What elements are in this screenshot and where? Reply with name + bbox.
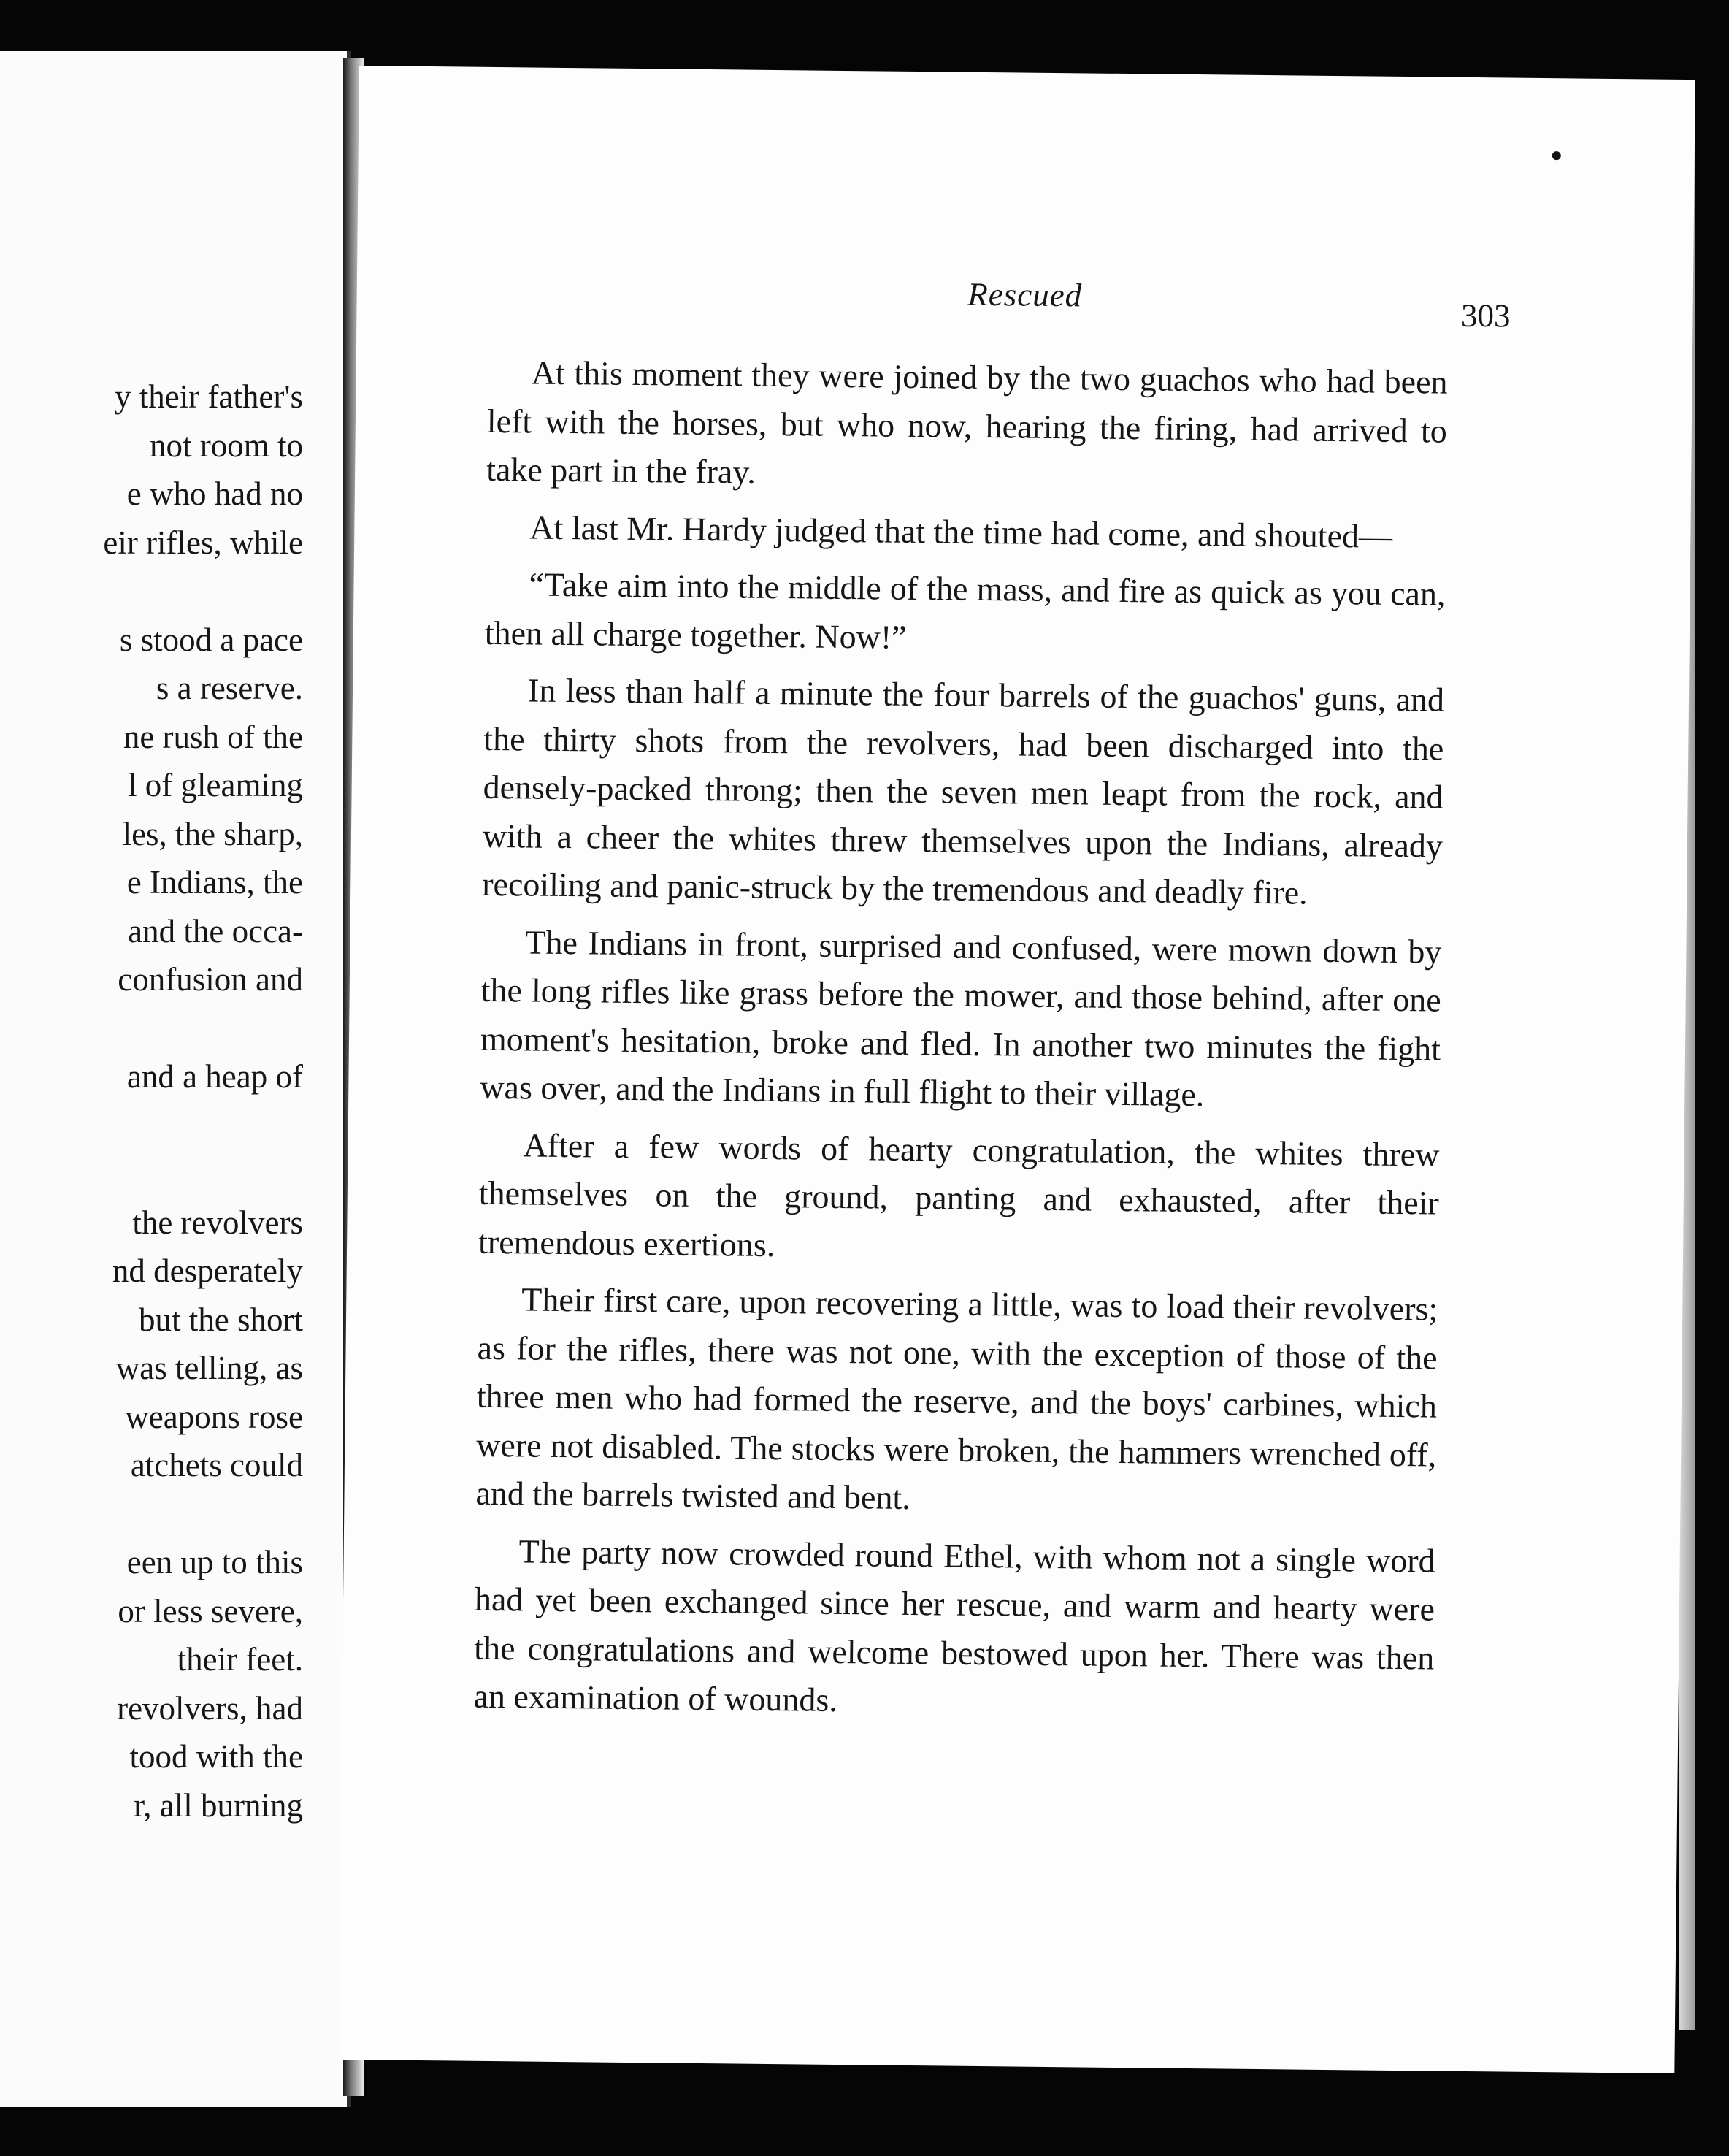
left-line: e Indians, the [126, 864, 303, 901]
body-text [473, 348, 1448, 1740]
left-line: weapons rose [125, 1398, 303, 1435]
left-line: nd desperately [112, 1253, 303, 1289]
left-line: l of gleaming [128, 767, 303, 803]
left-line: revolvers, had [117, 1689, 303, 1727]
left-line: confusion and [118, 961, 303, 998]
paragraph: The party now crowded round Ethel, with whom not a single word had yet been exchanged since her rescue, and warm and hearty were the congratulations and welcome bestowed upon her. There was then an examination of wounds. [473, 1532, 1435, 1719]
left-line: their feet. [177, 1641, 303, 1678]
left-line: r, all burning [134, 1786, 303, 1824]
paragraph: At this moment they were joined by the two guachos who had been left with the horses, but who now, hearing the firing, had arrived to take part in the fray. [486, 353, 1448, 491]
paragraph: At last Mr. Hardy judged that the time had come, and shouted— [529, 508, 1393, 555]
paragraph: Their first care, upon recovering a little, was to load their revolvers; as for the rifles, there was not one, with the exception of those of the three men who had formed the reserve, and the boys' carbines, which were not disabled. The stocks were broken, the hammers wrenched off, and the barrels twisted and bent. [475, 1280, 1438, 1517]
left-line: or less severe, [118, 1592, 303, 1629]
page-number: 303 [1460, 297, 1511, 335]
left-line: but the short [139, 1301, 303, 1338]
left-line: ne rush of the [123, 718, 303, 755]
left-line [0, 567, 303, 616]
left-line: atchets could [130, 1447, 303, 1483]
running-head: Rescued [967, 275, 1083, 314]
left-line: les, the sharp, [122, 815, 303, 852]
paragraph: After a few words of hearty congratulation, the whites threw themselves on the ground, panting and exhausted, after their tremendous exertions. [478, 1125, 1440, 1264]
left-line: and a heap of [126, 1058, 303, 1095]
left-line: s a reserve. [156, 670, 303, 706]
left-line [0, 1101, 303, 1150]
left-line: tood with the [129, 1738, 303, 1775]
left-line [0, 1150, 303, 1199]
left-line: and the occa- [128, 912, 303, 949]
left-line: een up to this [126, 1544, 303, 1580]
right-page [338, 66, 1695, 2073]
paragraph: The Indians in front, surprised and confused, were mown down by the long rifles like grass before the mower, and those behind, after one moment's hesitation, broke and fled. In another two minutes the fight was over, and the Indians in full flight to their village. [480, 922, 1442, 1114]
left-line: the revolvers [132, 1204, 303, 1241]
left-line: e who had no [126, 475, 303, 512]
left-line: s stood a pace [119, 621, 303, 658]
left-line: not room to [150, 427, 303, 464]
left-page [0, 51, 351, 2107]
paragraph: In less than half a minute the four barrels of the guachos' guns, and the thirty shots from the revolvers, had been discharged into the densely-packed throng; then the seven men leapt from the rock, and with a cheer the whites threw themselves upon the Indians, already recoiling and panic-struck by the tremendous and deadly fire. [482, 671, 1445, 911]
left-line: eir rifles, while [103, 524, 303, 561]
paragraph: “Take aim into the middle of the mass, and fire as quick as you can, then all charge together. Now!” [484, 565, 1446, 656]
left-line [0, 1490, 303, 1539]
ink-speck [1552, 151, 1561, 160]
left-line [0, 1004, 303, 1053]
left-line: was telling, as [115, 1350, 303, 1386]
left-line: y their father's [114, 378, 303, 415]
left-page-text [0, 372, 303, 1830]
